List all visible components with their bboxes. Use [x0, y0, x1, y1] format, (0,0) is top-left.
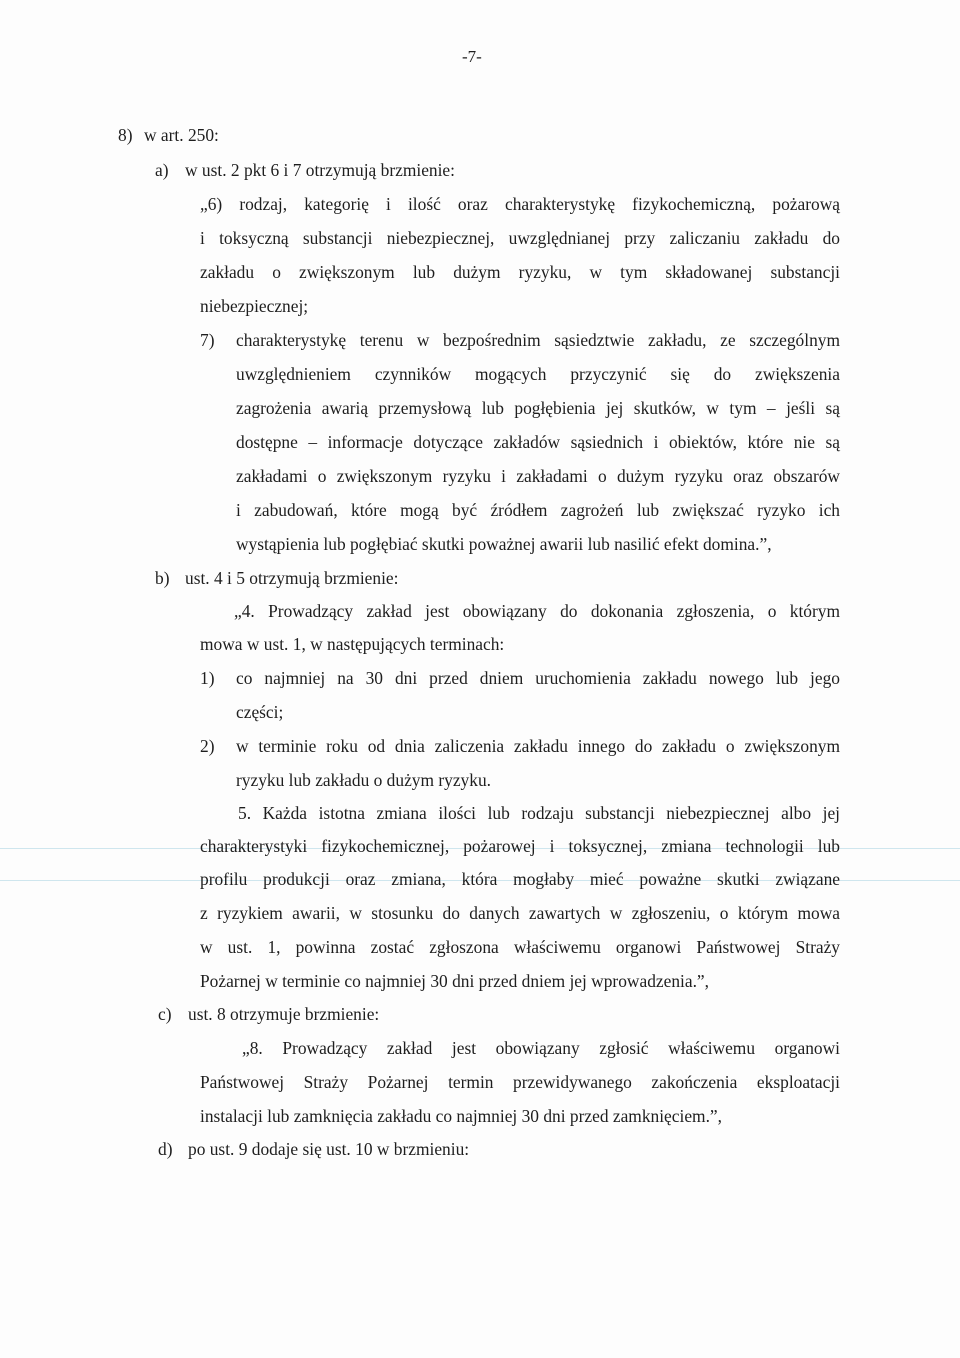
- paragraph-line: i zabudowań, które mogą być źródłem zagrożeń lub zwiększać ryzyko ich: [236, 500, 840, 520]
- paragraph-line: instalacji lub zamknięcia zakładu co najmniej 30 dni przed zamknięciem.”,: [200, 1106, 722, 1126]
- paragraph-line: Pożarnej w terminie co najmniej 30 dni przed dniem jej wprowadzenia.”,: [200, 971, 709, 991]
- item-text: w art. 250:: [144, 125, 219, 145]
- paragraph-line: „6) rodzaj, kategorię i ilość oraz charakterystykę fizykochemiczną, pożarową: [200, 194, 840, 214]
- paragraph-line: mowa w ust. 1, w następujących terminach:: [200, 634, 505, 654]
- paragraph-line: „8. Prowadzący zakład jest obowiązany zgłosić właściwemu organowi: [242, 1038, 840, 1058]
- letter-d-intro: po ust. 9 dodaje się ust. 10 w brzmieniu:: [188, 1139, 470, 1159]
- paragraph-line: dostępne – informacje dotyczące zakładów sąsiednich i obiektów, które nie są: [236, 432, 840, 452]
- item-number: 8): [118, 125, 133, 145]
- point-number: 7): [200, 330, 215, 350]
- letter-d: d): [158, 1139, 173, 1159]
- paragraph-line: w ust. 1, powinna zostać zgłoszona właściwemu organowi Państwowej Straży: [200, 937, 840, 957]
- paragraph-line: i toksyczną substancji niebezpiecznej, uwzględnianej przy zaliczaniu zakładu do: [200, 228, 840, 248]
- paragraph-line: 5. Każda istotna zmiana ilości lub rodzaju substancji niebezpiecznej albo jej: [238, 803, 840, 823]
- paragraph-line: charakterystyki fizykochemicznej, pożarowej i toksycznej, zmiana technologii lub: [200, 836, 840, 856]
- point-number: 1): [200, 668, 215, 688]
- point-number: 2): [200, 736, 215, 756]
- letter-c: c): [158, 1004, 172, 1024]
- paragraph-line: części;: [236, 702, 284, 722]
- paragraph-line: wystąpienia lub pogłębiać skutki poważnej awarii lub nasilić efekt domina.”,: [236, 534, 772, 554]
- paragraph-line: uwzględnieniem czynników mogących przyczynić się do zwiększenia: [236, 364, 840, 384]
- letter-b: b): [155, 568, 170, 588]
- letter-a: a): [155, 160, 169, 180]
- paragraph-line: „4. Prowadzący zakład jest obowiązany do dokonania zgłoszenia, o którym: [234, 601, 840, 621]
- paragraph-line: z ryzykiem awarii, w stosunku do danych zawartych w zgłoszeniu, o którym mowa: [200, 903, 840, 923]
- paragraph-line: niebezpiecznej;: [200, 296, 309, 316]
- page-number: -7-: [462, 47, 482, 66]
- paragraph-line: zakładami o zwiększonym ryzyku i zakładami o dużym ryzyku oraz obszarów: [236, 466, 840, 486]
- paragraph-line: charakterystykę terenu w bezpośrednim sąsiedztwie zakładu, ze szczególnym: [236, 330, 840, 350]
- letter-a-intro: w ust. 2 pkt 6 i 7 otrzymują brzmienie:: [185, 160, 455, 180]
- paragraph-line: w terminie roku od dnia zaliczenia zakładu innego do zakładu o zwiększonym: [236, 736, 840, 756]
- paragraph-line: co najmniej na 30 dni przed dniem uruchomienia zakładu nowego lub jego: [236, 668, 840, 688]
- letter-c-intro: ust. 8 otrzymuje brzmienie:: [188, 1004, 380, 1024]
- paragraph-line: zagrożenia awarią przemysłową lub pogłębienia jej skutków, w tym – jeśli są: [236, 398, 840, 418]
- letter-b-intro: ust. 4 i 5 otrzymują brzmienie:: [185, 568, 399, 588]
- paragraph-line: Państwowej Straży Pożarnej termin przewidywanego zakończenia eksploatacji: [200, 1072, 840, 1092]
- paragraph-line: zakładu o zwiększonym lub dużym ryzyku, w tym składowanej substancji: [200, 262, 840, 282]
- paragraph-line: ryzyku lub zakładu o dużym ryzyku.: [236, 770, 491, 790]
- paragraph-line: profilu produkcji oraz zmiana, która mogłaby mieć poważne skutki związane: [200, 869, 840, 889]
